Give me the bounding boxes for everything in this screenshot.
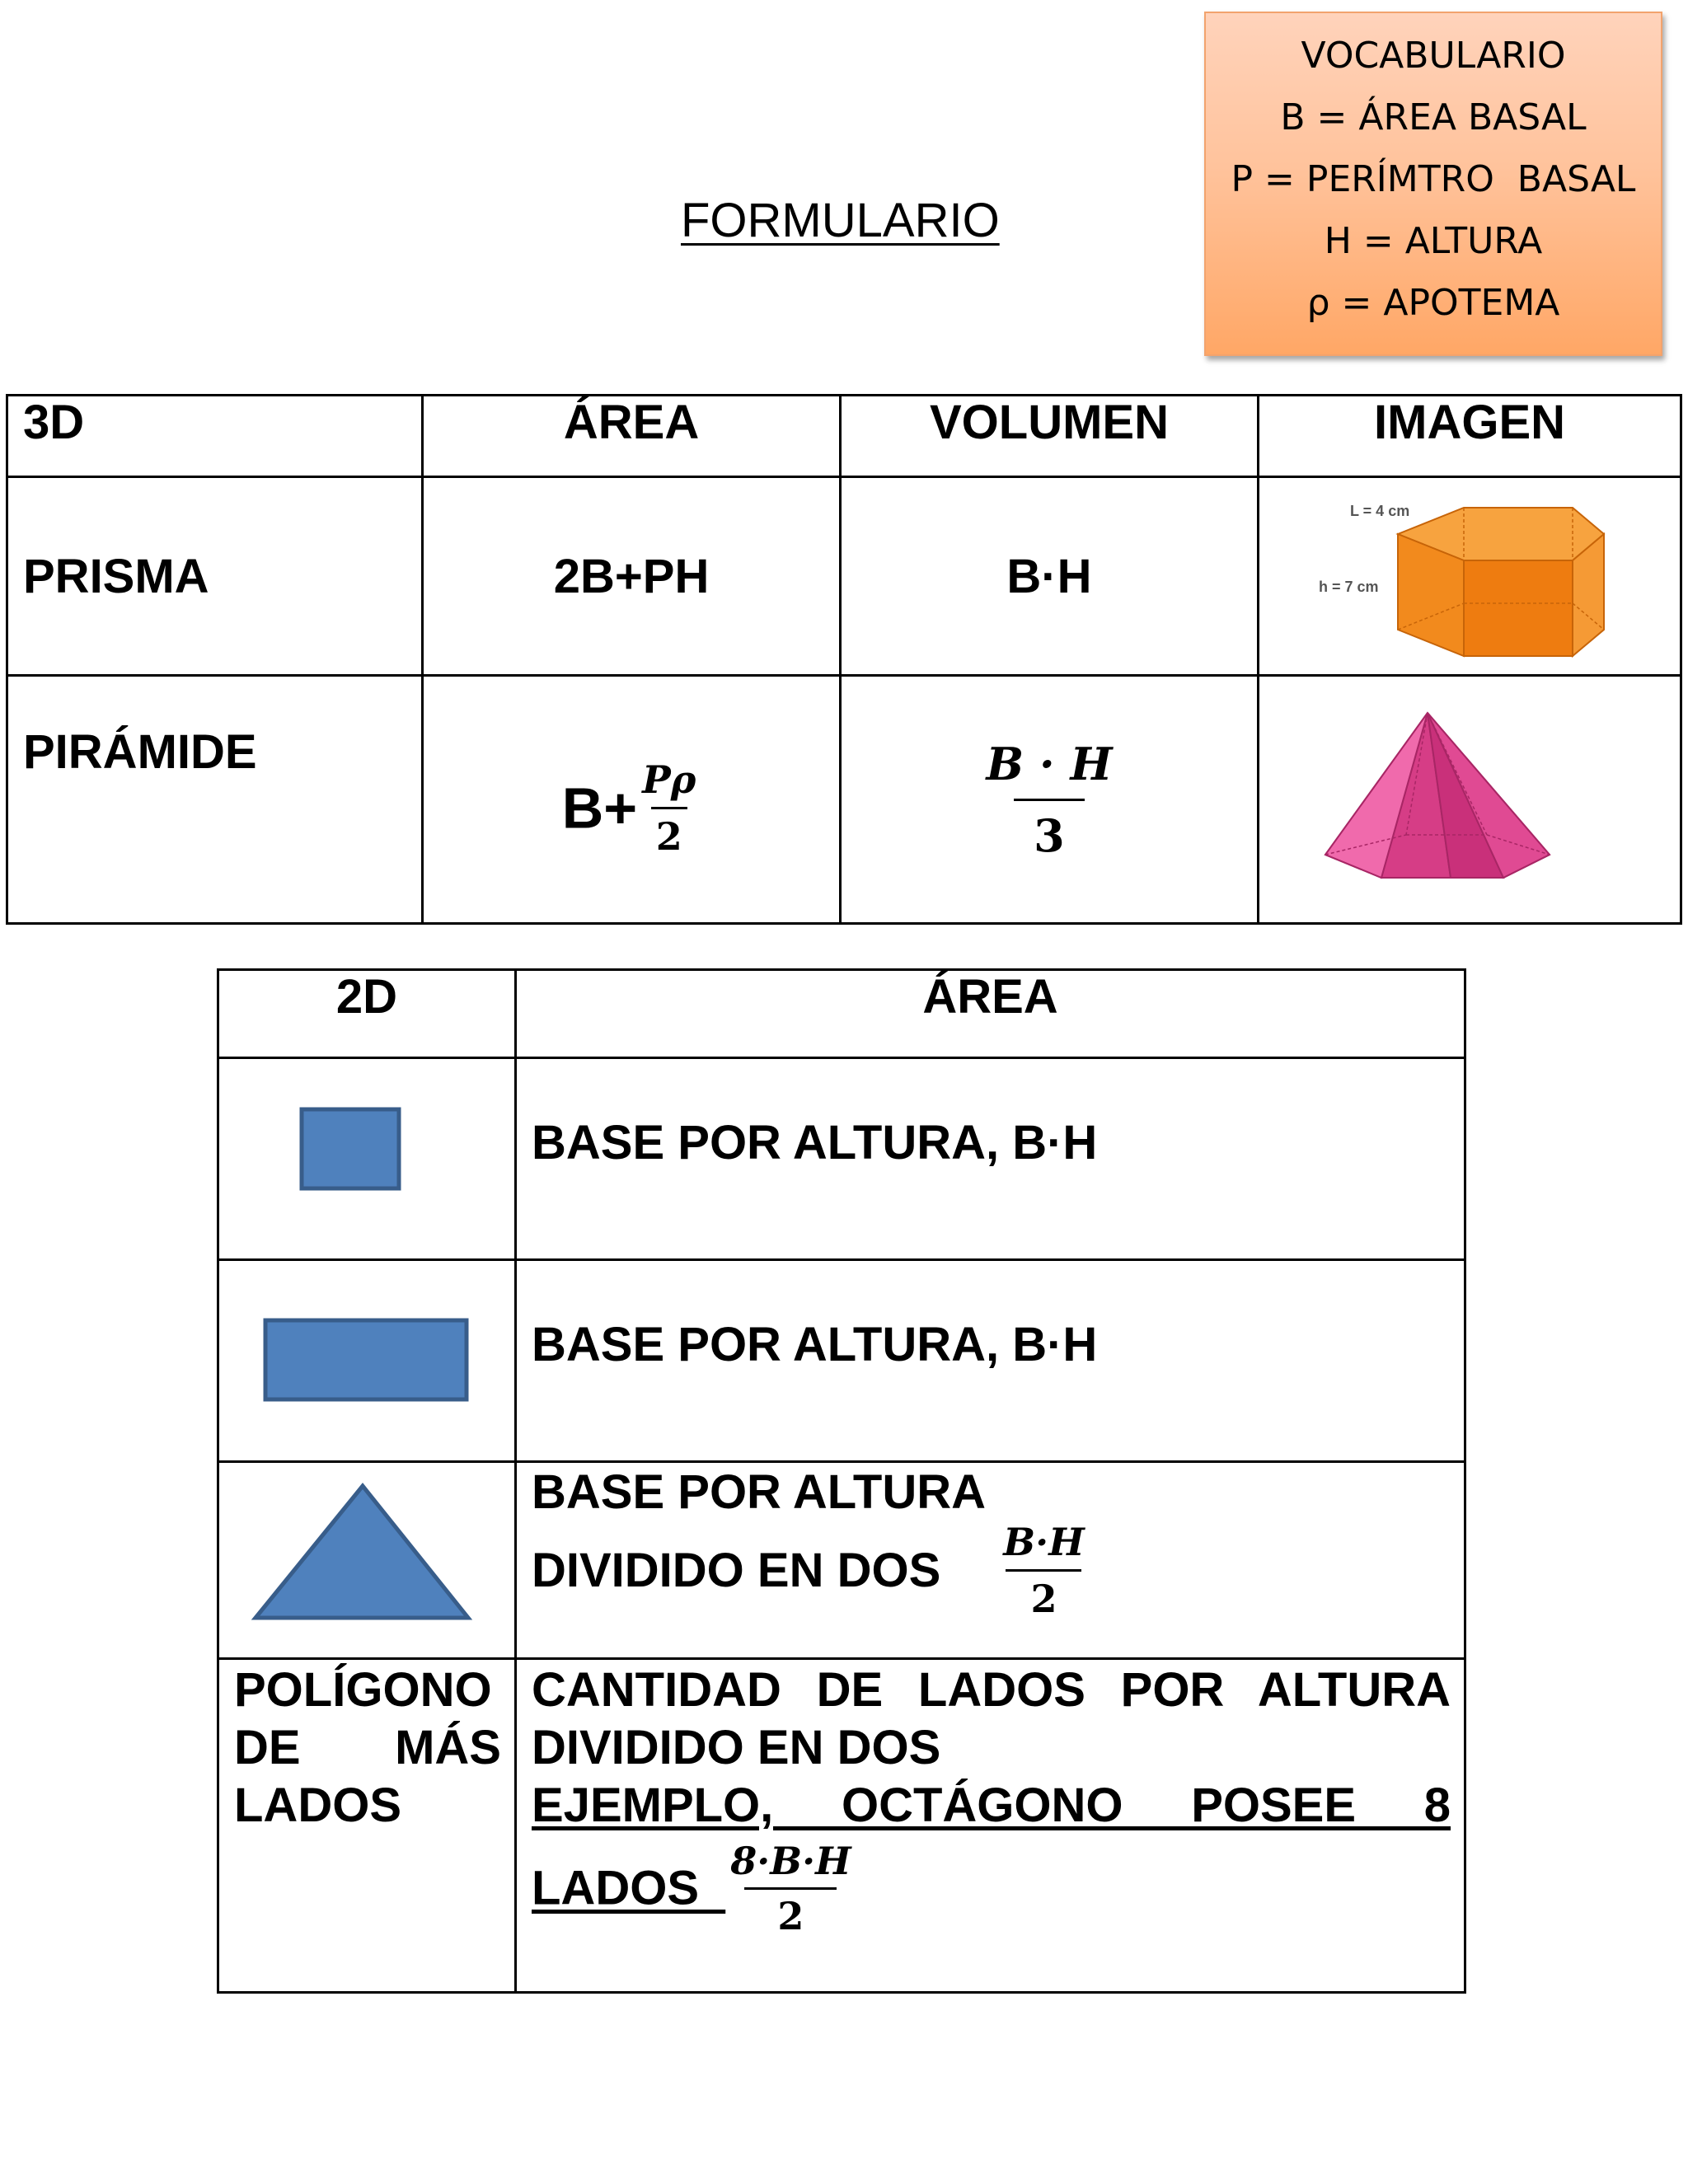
table-row-pyramid [7, 676, 1681, 924]
pyramid-image-cell [1259, 676, 1681, 924]
triangle-area-denominator: 2 [1006, 1569, 1081, 1621]
triangle-area-line2: DIVIDIDO EN DOS [532, 1544, 941, 1597]
table-row-polygon [218, 1659, 1465, 1993]
polygon-area-line4-wrap [532, 1840, 1451, 1938]
rectangle-shape-cell [218, 1260, 516, 1462]
pyramid-volume-numerator: B · H [986, 737, 1113, 790]
vocabulary-item: ρ = APOTEMA [1306, 282, 1560, 324]
triangle-shape [219, 1465, 514, 1656]
polygon-label-line2: DE MÁS [234, 1721, 501, 1774]
table-2d [217, 968, 1466, 1994]
polygon-label-line3: LADOS [234, 1779, 401, 1832]
table-3d [6, 394, 1682, 925]
triangle-area-line2-wrap [532, 1520, 1451, 1621]
table-row-triangle [218, 1462, 1465, 1659]
triangle-area-line1: BASE POR ALTURA [532, 1465, 986, 1519]
pyramid-area-numerator: Pρ [642, 757, 696, 802]
table-row-rectangle [218, 1260, 1465, 1462]
table-header-row [218, 970, 1465, 1058]
header-image: IMAGEN [1259, 396, 1681, 477]
polygon-area-fraction [725, 1840, 856, 1938]
triangle-area-numerator: B·H [1003, 1520, 1085, 1564]
rectangle-shape [219, 1291, 514, 1431]
page-title: FORMULARIO [681, 194, 1000, 247]
pyramid-volume-fraction [981, 738, 1117, 862]
table-header-row [7, 396, 1681, 477]
header-3d: 3D [7, 396, 423, 477]
vocabulary-heading: VOCABULARIO [1301, 35, 1566, 77]
pyramid-area-prefix: B+ [561, 776, 638, 840]
square-shape-cell [218, 1058, 516, 1260]
triangle-shape-cell [218, 1462, 516, 1659]
hexagonal-pyramid-image [1259, 705, 1672, 894]
pyramid-volume [840, 676, 1258, 924]
polygon-area-line3: EJEMPLO, OCTÁGONO POSEE 8 [532, 1779, 1451, 1832]
polygon-area-denominator: 2 [744, 1887, 837, 1938]
pyramid-volume-denominator: 3 [1014, 799, 1085, 862]
prism-image-cell [1259, 477, 1681, 676]
header-area: ÁREA [423, 396, 841, 477]
polygon-area-cell [516, 1659, 1465, 1993]
hexagonal-prism-image [1259, 481, 1672, 671]
pyramid-area-fraction [637, 757, 701, 859]
pyramid-area-denominator: 2 [651, 807, 687, 859]
vocabulary-box [1204, 12, 1662, 356]
vocabulary-item: P = PERÍMTRO BASAL [1231, 158, 1636, 200]
prism-area: 2B+PH [423, 477, 841, 676]
prism-name: PRISMA [7, 477, 423, 676]
polygon-label-line1: POLÍGONO [234, 1663, 492, 1717]
prism-side-label: L = 4 cm [1350, 503, 1410, 519]
polygon-area-line4: LADOS [532, 1861, 699, 1915]
vocabulary-item: B = ÁREA BASAL [1280, 96, 1587, 138]
polygon-label-cell [218, 1659, 516, 1993]
rectangle-area-text: BASE POR ALTURA, B·H [516, 1260, 1465, 1462]
polygon-area-line2: DIVIDIDO EN DOS [532, 1721, 941, 1774]
polygon-area-line1: CANTIDAD DE LADOS POR ALTURA [532, 1663, 1451, 1717]
header-area: ÁREA [516, 970, 1465, 1058]
pyramid-area [423, 676, 841, 924]
prism-height-label: h = 7 cm [1319, 579, 1379, 595]
table-row-prism [7, 477, 1681, 676]
square-area-text: BASE POR ALTURA, B·H [516, 1058, 1465, 1260]
triangle-area-cell [516, 1462, 1465, 1659]
polygon-area-numerator: 8·B·H [730, 1839, 851, 1883]
vocabulary-item: H = ALTURA [1324, 220, 1543, 262]
prism-volume: B·H [840, 477, 1258, 676]
pyramid-name: PIRÁMIDE [7, 676, 423, 924]
triangle-area-fraction [998, 1520, 1089, 1621]
header-volume: VOLUMEN [840, 396, 1258, 477]
table-row-square [218, 1058, 1465, 1260]
polygon-area-underline-tail [699, 1862, 725, 1915]
header-2d: 2D [218, 970, 516, 1058]
square-shape [219, 1089, 514, 1229]
